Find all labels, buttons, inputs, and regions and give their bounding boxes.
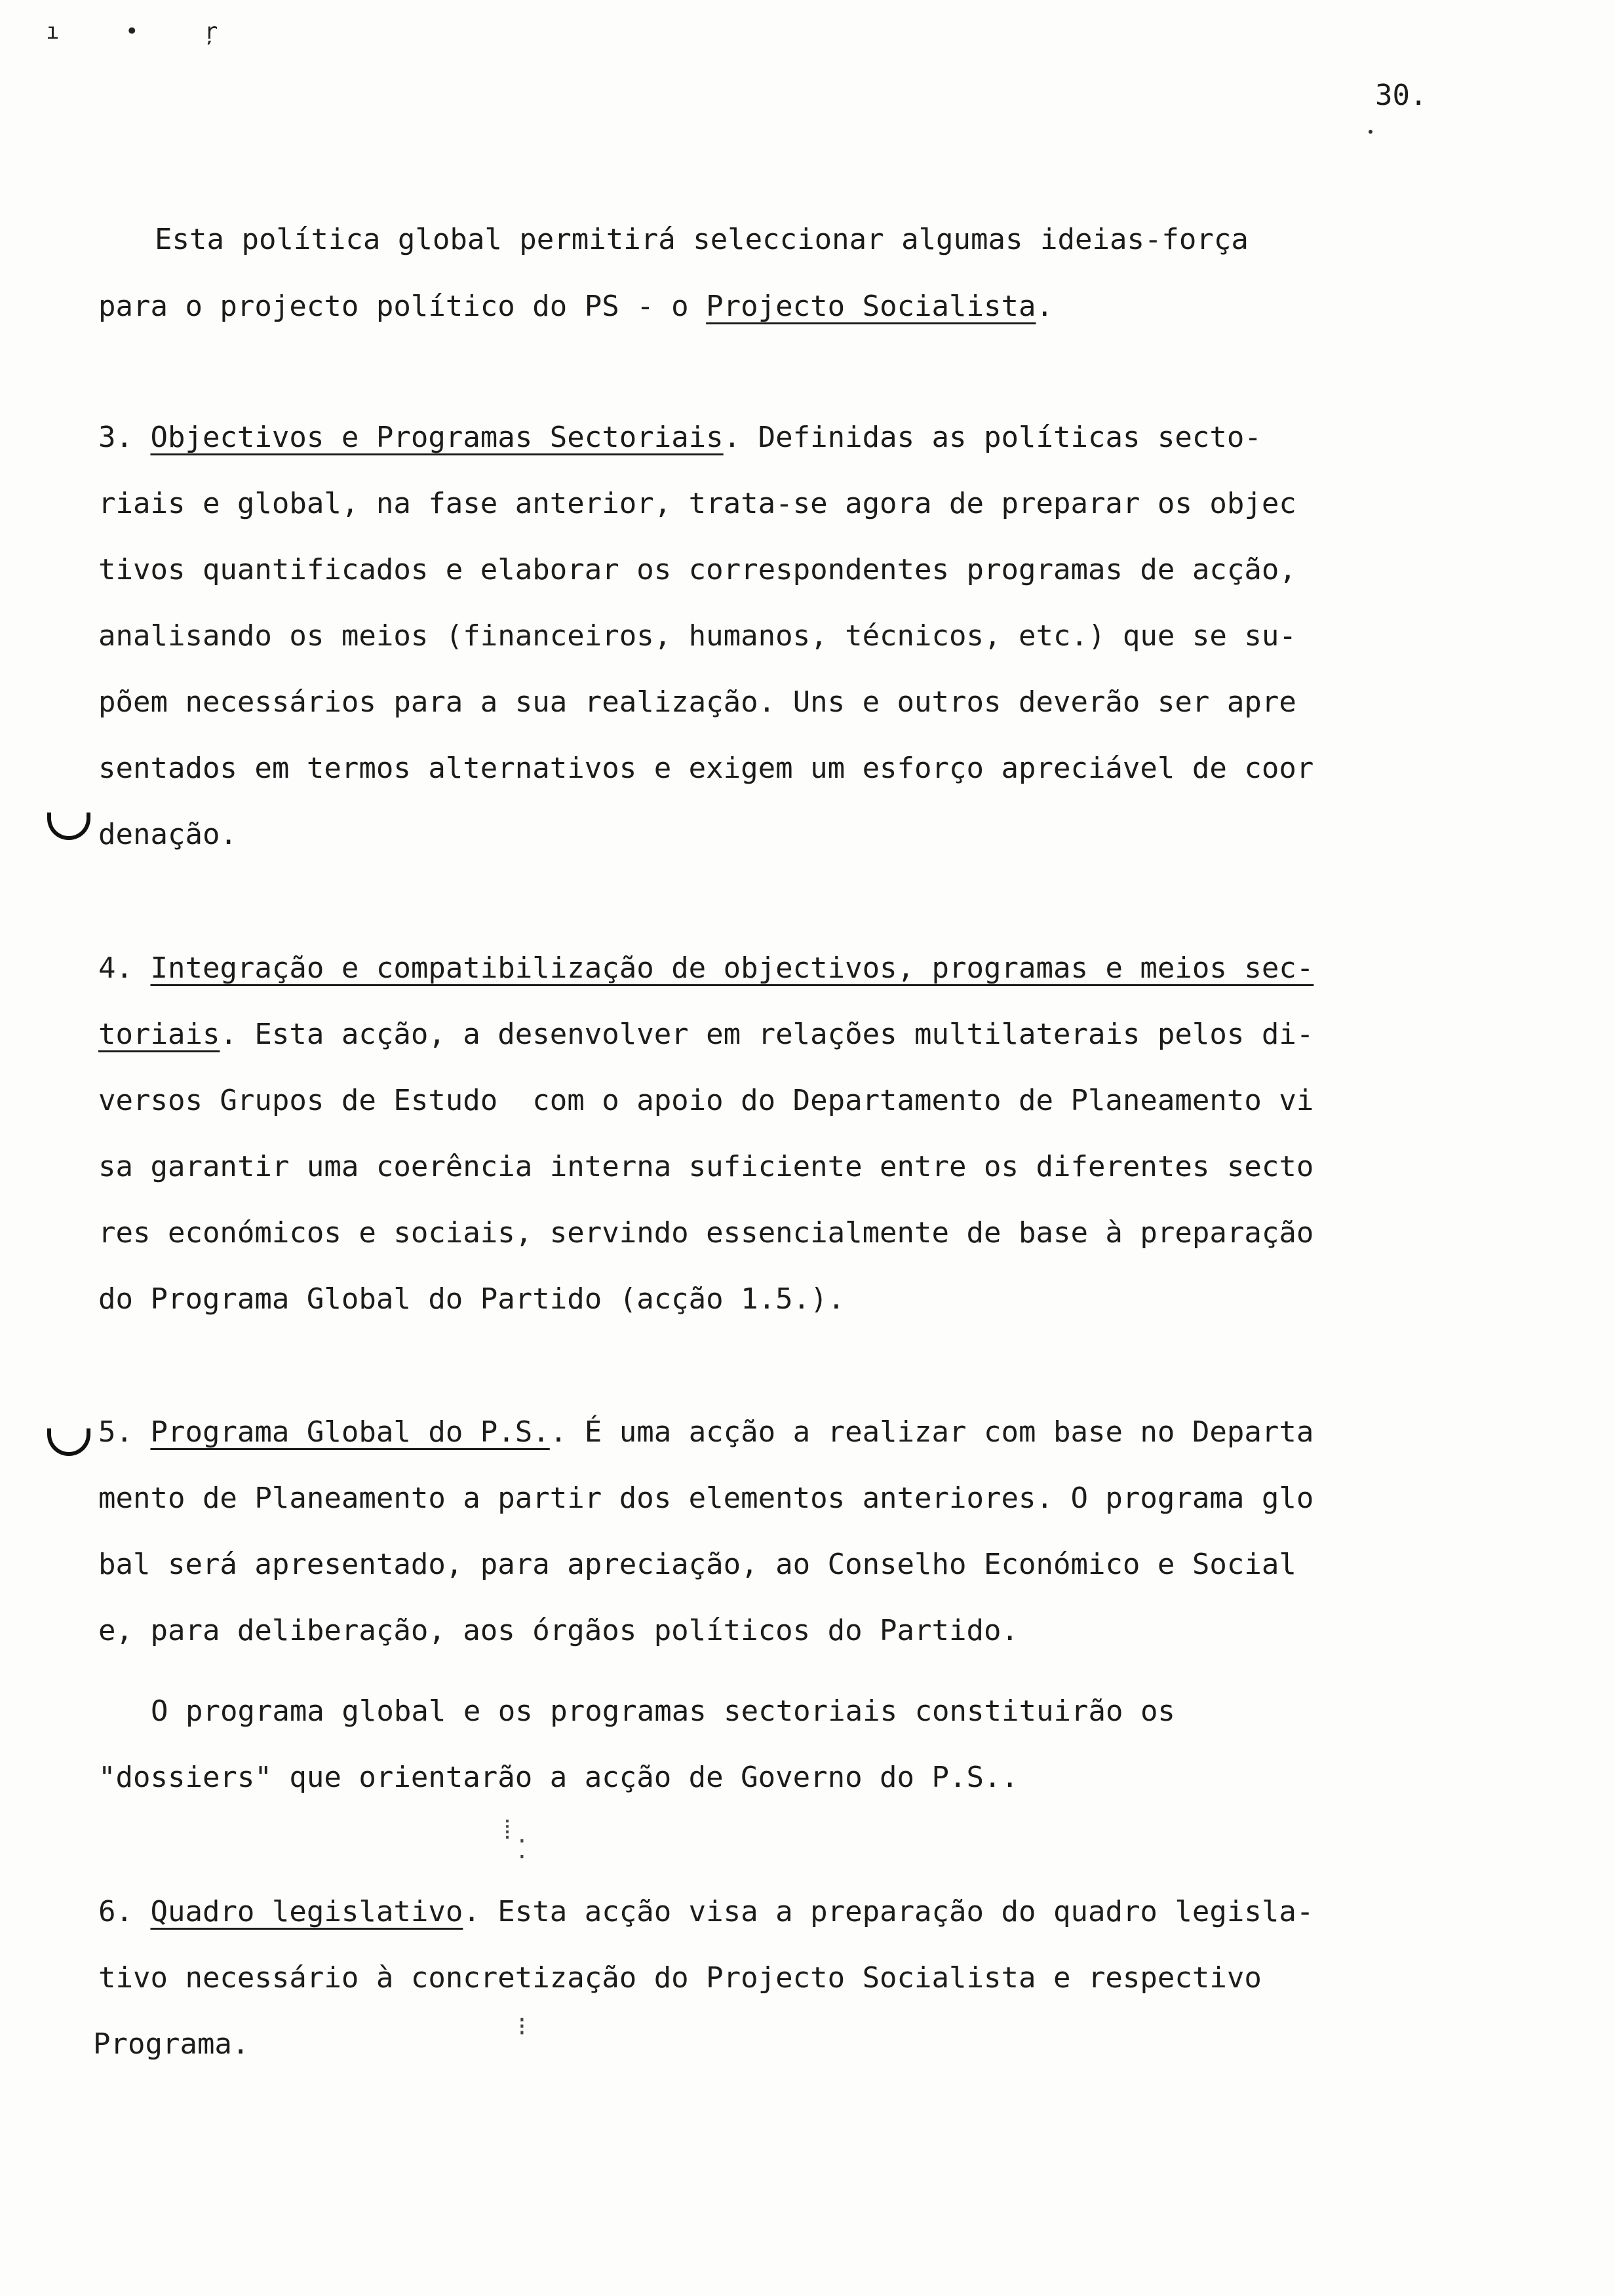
- section5-para2-line-2: "dossiers" que orientarão a acção de Governo do P.S..: [98, 1761, 1019, 1794]
- section5-line-2: mento de Planeamento a partir dos elementos anteriores. O programa glo: [98, 1482, 1314, 1515]
- section3-line-6: sentados em termos alternativos e exigem um esforço apreciável de coor: [98, 752, 1314, 785]
- section6-line-3: Programa.: [93, 2027, 250, 2061]
- intro-line-2-pre: para o projecto político do PS - o: [98, 290, 707, 323]
- intro-line-2: [98, 292, 1475, 321]
- section5-line-4: e, para deliberação, aos órgãos políticos do Partido.: [98, 1614, 1019, 1647]
- projecto-socialista-underlined: Projecto Socialista: [706, 290, 1036, 323]
- section4-line-2-rest: . Esta acção, a desenvolver em relações multilaterais pelos di-: [220, 1018, 1314, 1051]
- section4-line-5: res económicos e sociais, servindo essencialmente de base à preparação: [98, 1216, 1314, 1250]
- intro-line-2-post: .: [1036, 290, 1053, 323]
- section5-number: 5.: [98, 1415, 151, 1449]
- section3-line-4: analisando os meios (financeiros, humanos, técnicos, etc.) que se su-: [98, 619, 1296, 653]
- section4-line-6: do Programa Global do Partido (acção 1.5.).: [98, 1282, 846, 1316]
- scan-artifact: ⁞: [499, 1815, 516, 1845]
- section4-heading-part1: Integração e compatibilização de objectivos, programas e meios sec-: [150, 951, 1314, 985]
- section3-line-1-rest: . Definidas as políticas secto-: [723, 421, 1262, 454]
- binder-hole-mark: [47, 813, 90, 840]
- section6-line-2: tivo necessário à concretização do Projecto Socialista e respectivo: [98, 1961, 1262, 1995]
- section3-line-7: denação.: [98, 818, 237, 851]
- section3-line-1: [98, 423, 1475, 452]
- scan-marks: ı • ŗ: [46, 18, 244, 45]
- section6-number: 6.: [98, 1895, 151, 1928]
- section6-line-1-rest: . Esta acção visa a preparação do quadro legisla-: [463, 1895, 1314, 1928]
- section3-line-5: põem necessários para a sua realização. Uns e outros deverão ser apre: [98, 685, 1296, 719]
- section4-line-3: versos Grupos de Estudo com o apoio do Departamento de Planeamento vi: [98, 1084, 1314, 1117]
- section5-line-3: bal será apresentado, para apreciação, ao Conselho Económico e Social: [98, 1548, 1296, 1581]
- section5-line-1-rest: . É uma acção a realizar com base no Departa: [549, 1415, 1314, 1449]
- section4-line-4: sa garantir uma coerência interna suficiente entre os diferentes secto: [98, 1150, 1314, 1183]
- section6-line-1: [98, 1895, 1475, 1928]
- section4-line-2: [98, 1020, 1475, 1049]
- intro-line-1: Esta política global permitirá seleccionar algumas ideias-força: [155, 223, 1249, 256]
- section4-line-1: [98, 951, 1475, 985]
- section3-line-3: tivos quantificados e elaborar os correspondentes programas de acção,: [98, 553, 1296, 586]
- binder-hole-mark: [47, 1428, 90, 1456]
- section4-number: 4.: [98, 951, 151, 985]
- section5-heading: Programa Global do P.S.: [150, 1415, 550, 1449]
- scan-artifact: ⁚: [518, 1835, 526, 1865]
- section3-number: 3.: [98, 421, 151, 454]
- section3-heading: Objectivos e Programas Sectoriais: [150, 421, 724, 454]
- section6-heading: Quadro legislativo: [150, 1895, 463, 1928]
- section5-para2-line-1: O programa global e os programas sectoriais constituirão os: [151, 1694, 1175, 1728]
- speck-dot: [1369, 130, 1372, 134]
- section5-line-1: [98, 1415, 1475, 1449]
- section3-line-2: riais e global, na fase anterior, trata-se agora de preparar os objec: [98, 487, 1296, 520]
- scan-artifact: ⁝: [518, 2012, 526, 2042]
- section4-heading-part2: toriais: [98, 1018, 220, 1051]
- page-number: 30.: [1375, 79, 1428, 112]
